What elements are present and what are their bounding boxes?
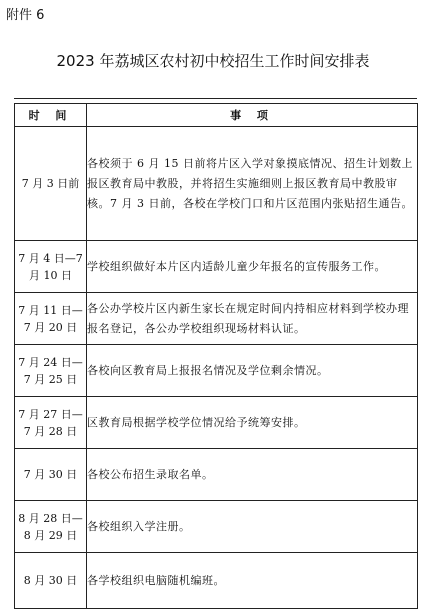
row-item: 各校组织入学注册。 bbox=[87, 501, 418, 553]
row-time: 8 月 30 日 bbox=[15, 553, 87, 609]
table-row bbox=[15, 345, 418, 397]
annex-label: 附件 6 bbox=[6, 8, 45, 23]
row-item: 各校向区教育局上报报名情况及学位剩余情况。 bbox=[87, 345, 418, 397]
table-row bbox=[15, 127, 418, 241]
row-item: 区教育局根据学校学位情况给予统筹安排。 bbox=[87, 397, 418, 449]
table-row bbox=[15, 241, 418, 293]
header-time: 时 间 bbox=[15, 104, 87, 127]
row-item: 各校公布招生录取名单。 bbox=[87, 449, 418, 501]
table-row bbox=[15, 501, 418, 553]
row-time: 7 月 27 日—7 月 28 日 bbox=[15, 397, 87, 449]
row-time: 7 月 30 日 bbox=[15, 449, 87, 501]
row-time: 8 月 28 日—8 月 29 日 bbox=[15, 501, 87, 553]
header-item: 事 项 bbox=[87, 104, 418, 127]
row-item: 各学校组织电脑随机编班。 bbox=[87, 553, 418, 609]
table-row bbox=[15, 449, 418, 501]
page-title: 2023 年荔城区农村初中校招生工作时间安排表 bbox=[56, 52, 370, 70]
table-row bbox=[15, 553, 418, 609]
table-row bbox=[15, 397, 418, 449]
row-item: 各公办学校片区内新生家长在规定时间内持相应材料到学校办理报名登记，各公办学校组织现场材料认证。 bbox=[87, 293, 418, 345]
row-time: 7 月 11 日—7 月 20 日 bbox=[15, 293, 87, 345]
table-row bbox=[15, 293, 418, 345]
top-rule bbox=[14, 98, 417, 99]
row-time: 7 月 3 日前 bbox=[15, 127, 87, 241]
row-item: 各校须于 6 月 15 日前将片区入学对象摸底情况、招生计划数上报区教育局中教股，并将招生实施细则上报区教育局中教股审核。7 月 3 日前，各校在学校门口和片区范围内张贴招生通告。 bbox=[87, 127, 418, 241]
table-header-row bbox=[15, 104, 418, 127]
row-time: 7 月 4 日—7 月 10 日 bbox=[15, 241, 87, 293]
row-item: 学校组织做好本片区内适龄儿童少年报名的宣传服务工作。 bbox=[87, 241, 418, 293]
schedule-table bbox=[14, 103, 418, 609]
row-time: 7 月 24 日—7 月 25 日 bbox=[15, 345, 87, 397]
